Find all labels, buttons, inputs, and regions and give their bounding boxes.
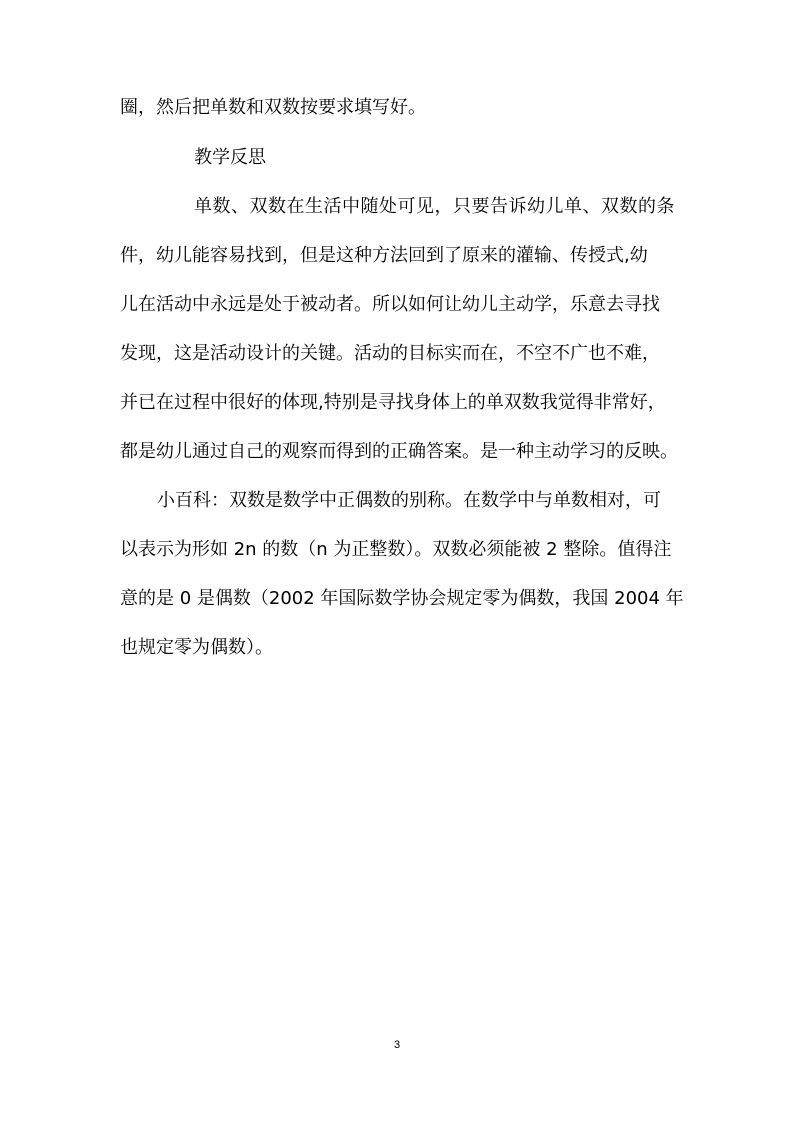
encyclopedia-heading-line: 小百科：双数是数学中正偶数的别称。在数学中与单数相对，可 (157, 490, 661, 511)
paragraph-line: 件，幼儿能容易找到，但是这种方法回到了原来的灌输、传授式,幼 (120, 245, 648, 266)
paragraph-line: 意的是 0 是偶数（2002 年国际数学协会规定零为偶数，我国 2004 年 (120, 588, 684, 609)
paragraph-line: 以表示为形如 2n 的数（n 为正整数）。双数必须能被 2 整除。值得注 (120, 539, 672, 560)
page-number: 3 (393, 1039, 401, 1051)
section-heading: 教学反思 (194, 147, 266, 168)
paragraph-line: 并已在过程中很好的体现,特别是寻找身体上的单双数我觉得非常好， (120, 392, 666, 413)
paragraph-line: 儿在活动中永远是处于被动者。所以如何让幼儿主动学，乐意去寻找 (120, 294, 660, 315)
paragraph-line: 圈，然后把单数和双数按要求填写好。 (120, 97, 426, 118)
paragraph-line: 都是幼儿通过自己的观察而得到的正确答案。是一种主动学习的反映。 (120, 441, 678, 462)
paragraph-line: 也规定零为偶数）。 (120, 637, 273, 658)
paragraph-line: 发现，这是活动设计的关键。活动的目标实而在，不空不广也不难， (120, 343, 660, 364)
paragraph-line: 单数、双数在生活中随处可见，只要告诉幼儿单、双数的条 (194, 196, 675, 217)
